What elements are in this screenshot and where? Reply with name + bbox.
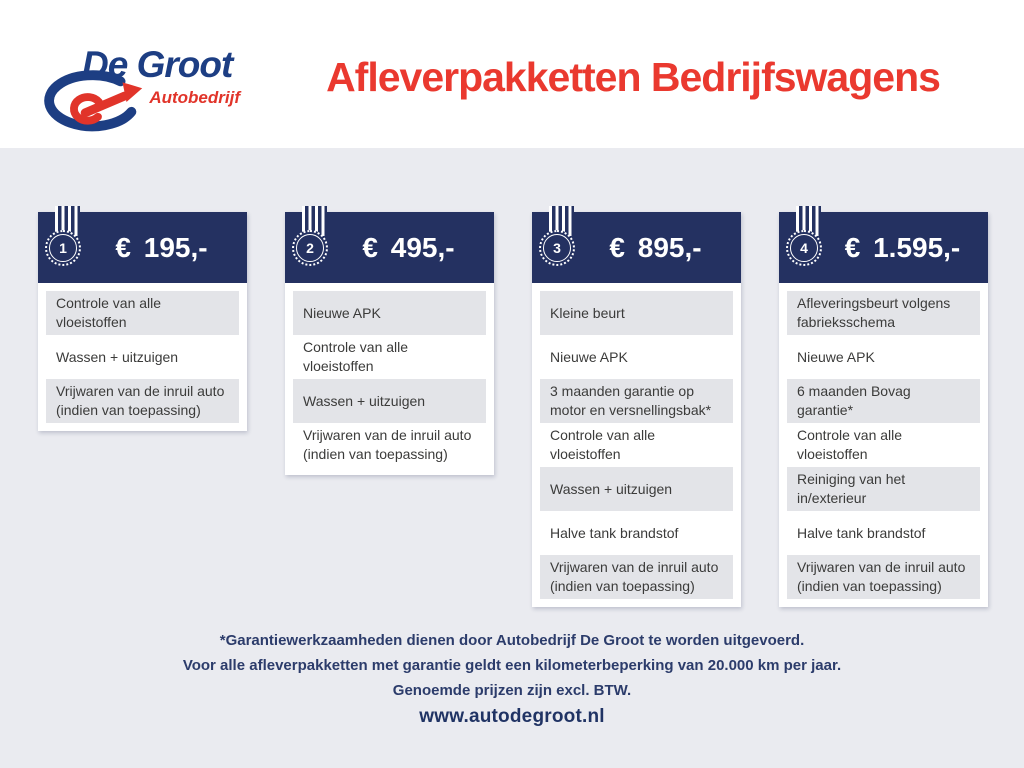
medal-circle-icon [786,230,822,266]
package-feature: Afleveringsbeurt volgens fabrieksschema [787,291,980,335]
package-card-1 [38,212,247,431]
package-price: € 895,- [609,231,702,263]
package-3-header [532,212,741,283]
package-feature: Nieuwe APK [293,291,486,335]
medal-icon [779,212,827,283]
footer-notes [0,628,1024,703]
package-price: € 1.595,- [844,231,961,263]
package-card-2 [285,212,494,475]
package-1-features [38,283,247,431]
package-card-3 [532,212,741,607]
package-3-features [532,283,741,607]
package-price: € 195,- [115,231,208,263]
package-feature: Reiniging van het in/exterieur [787,467,980,511]
package-feature: Kleine beurt [540,291,733,335]
package-4-header [779,212,988,283]
medal-circle-icon [45,230,81,266]
logo-primary-text: De Groot [82,44,233,85]
package-feature: Nieuwe APK [550,348,628,365]
package-feature: Controle van alle vloeistoffen [303,339,409,374]
package-feature: Vrijwaren van de inruil auto (indien van toepassing) [787,555,980,599]
medal-icon [38,212,86,283]
package-4-features [779,283,988,607]
package-feature: Controle van alle vloeistoffen [550,427,656,462]
footer-note-line: *Garantiewerkzaamheden dienen door Autobedrijf De Groot te worden uitgevoerd. [219,632,805,649]
package-feature: Wassen + uitzuigen [293,379,486,423]
package-feature: Wassen + uitzuigen [56,348,179,365]
footer-note-line: Voor alle afleverpakketten met garantie geldt een kilometerbeperking van 20.000 km per jaar. [182,657,842,674]
package-1-header [38,212,247,283]
medal-circle-icon [292,230,328,266]
medal-icon [285,212,333,283]
medal-number: 2 [306,240,314,256]
medal-number: 4 [800,240,808,256]
company-logo [36,44,242,140]
package-feature: Vrijwaren van de inruil auto (indien van toepassing) [46,379,239,423]
package-price: € 495,- [362,231,455,263]
package-2-features [285,283,494,475]
medal-circle-icon [539,230,575,266]
medal-icon [532,212,580,283]
package-feature: Wassen + uitzuigen [540,467,733,511]
footer-note-line: Genoemde prijzen zijn excl. BTW. [392,682,632,699]
medal-number: 3 [553,240,561,256]
package-grid [38,212,988,607]
website-url: www.autodegroot.nl [419,706,605,727]
package-feature: Vrijwaren van de inruil auto (indien van toepassing) [303,427,472,462]
package-feature: Halve tank brandstof [550,524,679,541]
package-feature: Controle van alle vloeistoffen [797,427,903,462]
package-feature: 3 maanden garantie op motor en versnellingsbak* [540,379,733,423]
package-feature: Halve tank brandstof [797,524,926,541]
package-feature: Controle van alle vloeistoffen [46,291,239,335]
page-title: Afleverpakketten Bedrijfswagens [326,54,940,100]
logo-secondary-text: Autobedrijf [149,88,240,107]
package-feature: 6 maanden Bovag garantie* [787,379,980,423]
package-feature: Nieuwe APK [797,348,875,365]
medal-number: 1 [59,240,67,256]
package-card-4 [779,212,988,607]
package-feature: Vrijwaren van de inruil auto (indien van toepassing) [540,555,733,599]
package-2-header [285,212,494,283]
